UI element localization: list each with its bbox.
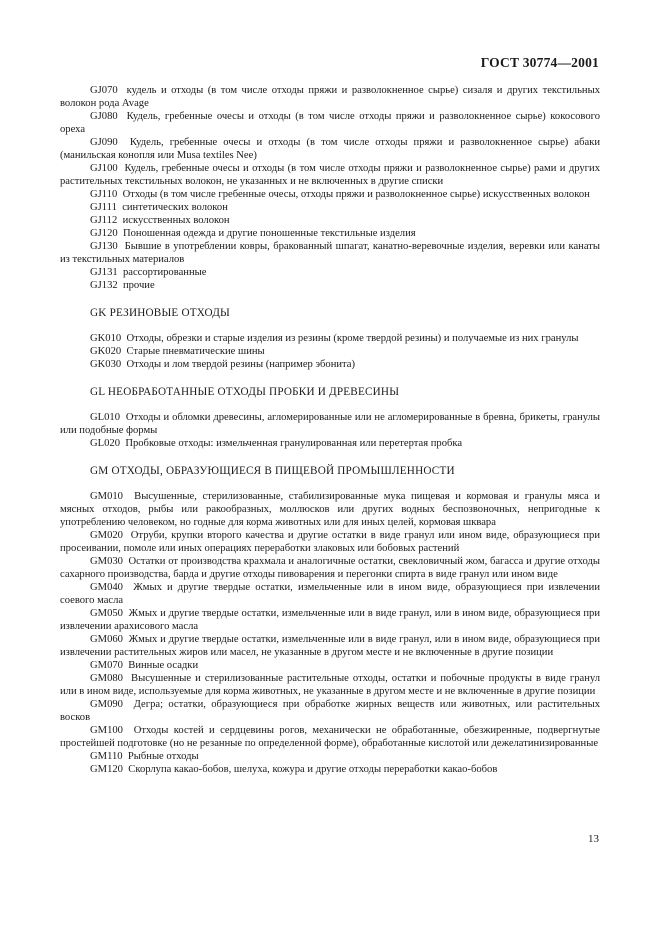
entry-text: Дегра; остатки, образующиеся при обработке жирных веществ или животных, или растительных восков [60, 699, 601, 723]
classification-entry [60, 672, 600, 698]
entry-code: GK030 [90, 359, 122, 370]
classification-entry [60, 659, 600, 672]
entry-code: GM010 [90, 491, 123, 502]
section-heading [90, 307, 600, 320]
entry-text: Отруби, крупки второго качества и другие остатки в виде гранул или ином виде, образующиеся при просеивании, помоле или иных операциях переработки злаковых или бобовых растений [60, 530, 600, 554]
classification-entry [60, 279, 600, 292]
entry-code: GM040 [90, 582, 123, 593]
section-title: НЕОБРАБОТАННЫЕ ОТХОДЫ ПРОБКИ И ДРЕВЕСИНЫ [107, 386, 400, 398]
classification-entry [60, 136, 600, 162]
entry-text: Кудель, гребенные очесы и отходы (в том числе отходы пряжи и разволокненное сырье) кокосового ореха [60, 111, 600, 135]
entry-text: Отходы и лом твердой резины (например эбонита) [126, 359, 356, 370]
entry-text: Рыбные отходы [127, 751, 199, 762]
entry-code: GM100 [90, 725, 123, 736]
entry-code: GJ112 [90, 215, 118, 226]
entry-code: GL020 [90, 438, 121, 449]
entry-code: GJ080 [90, 111, 118, 122]
classification-entry [60, 201, 600, 214]
section-code: GK [90, 307, 107, 319]
entry-code: GM070 [90, 660, 123, 671]
entry-text: Отходы костей и сердцевины рогов, механически не обработанные, обезжиренные, подвергнутые простейшей подготовке (но не резанные по определенной форме), обработанные кислотой или дежелатинизированные [60, 725, 600, 749]
entry-text: Пробковые отходы: измельченная гранулированная или перетертая пробка [125, 438, 463, 449]
entry-text: Высушенные, стерилизованные, стабилизированные мука пищевая и кормовая и гранулы мяса и мясных отходов, рыбы или ракообразных, моллюсков или других водных беспозвоночных, непригодные к употреблению человеком, но годные для корма животных или для иных целей, кормовая шквара [60, 491, 601, 528]
classification-entry [60, 84, 600, 110]
classification-entry [60, 345, 600, 358]
classification-entry [60, 437, 600, 450]
classification-entry [60, 763, 600, 776]
section-title: ОТХОДЫ, ОБРАЗУЮЩИЕСЯ В ПИЩЕВОЙ ПРОМЫШЛЕННОСТИ [111, 465, 455, 477]
classification-entry [60, 162, 600, 188]
entry-text: Кудель, гребенные очесы и отходы (в том числе отходы пряжи и разволокненное сырье) рами и других растительных текстильных волокон, не указанных и не включенных в другие списки [60, 163, 600, 187]
entry-code: GJ130 [90, 241, 118, 252]
entry-code: GK020 [90, 346, 122, 357]
entry-code: GJ111 [90, 202, 117, 213]
section-title: РЕЗИНОВЫЕ ОТХОДЫ [109, 307, 230, 319]
entry-text: синтетических волокон [122, 202, 228, 213]
classification-entry [60, 607, 600, 633]
entry-code: GM110 [90, 751, 123, 762]
classification-entry [60, 750, 600, 763]
entry-text: Жмых и другие твердые остатки, измельченные или в виде гранул, или в ином виде, образующиеся при извлечении арахисового масла [60, 608, 600, 632]
entry-code: GM020 [90, 530, 123, 541]
section-code: GM [90, 465, 109, 477]
entry-code: GJ110 [90, 189, 118, 200]
section-heading [90, 386, 600, 399]
classification-entry [60, 581, 600, 607]
classification-entry [60, 633, 600, 659]
entry-code: GM080 [90, 673, 123, 684]
entry-code: GM120 [90, 764, 123, 775]
classification-entry [60, 266, 600, 279]
entry-text: Высушенные и стерилизованные растительные отходы, остатки и побочные продукты в виде гранул или в ином виде, используемые для корма животных, не указанные в другом месте и не включенные в другие позиции [60, 673, 600, 697]
entry-text: кудель и отходы (в том числе отходы пряжи и разволокненное сырье) сизаля и других текстильных волокон рода Avage [60, 85, 601, 109]
document-header-title: ГОСТ 30774—2001 [480, 55, 599, 70]
entry-text: Поношенная одежда и другие поношенные текстильные изделия [122, 228, 416, 239]
classification-entry [60, 227, 600, 240]
classification-entry [60, 110, 600, 136]
entry-code: GM090 [90, 699, 123, 710]
entry-text: Жмых и другие твердые остатки, измельченные или в ином виде, образующиеся при извлечении соевого масла [60, 582, 601, 606]
entry-code: GJ100 [90, 163, 118, 174]
entry-text: искусственных волокон [122, 215, 230, 226]
document-body [60, 84, 601, 776]
page-number: 13 [588, 833, 599, 845]
entry-code: GK010 [90, 333, 122, 344]
entry-code: GL010 [90, 412, 121, 423]
classification-entry [60, 529, 600, 555]
entry-code: GJ131 [90, 267, 118, 278]
entry-text: Бывшие в употреблении ковры, бракованный шпагат, канатно-веревочные изделия, веревки или канаты из текстильных материалов [60, 241, 600, 265]
entry-text: Винные осадки [128, 660, 199, 671]
entry-code: GM030 [90, 556, 123, 567]
classification-entry [60, 490, 600, 529]
entry-text: Кудель, гребенные очесы и отходы (в том числе отходы пряжи и разволокненное сырье) абаки (манильская конопля или Musa textiles Nee) [60, 137, 601, 161]
classification-entry [60, 214, 600, 227]
classification-entry [60, 188, 600, 201]
entry-code: GJ070 [90, 85, 118, 96]
entry-text: Жмых и другие твердые остатки, измельченные или в виде гранул, или в ином виде, образующиеся при извлечении растительных жиров или масел, не указанные в другом месте и не включенные в другие позиции [60, 634, 600, 658]
entry-text: рассортированные [122, 267, 207, 278]
classification-entry [60, 411, 600, 437]
entry-text: Отходы, обрезки и старые изделия из резины (кроме твердой резины) и получаемые из них гранулы [126, 333, 579, 344]
entry-code: GM060 [90, 634, 123, 645]
entry-code: GJ132 [90, 280, 118, 291]
entry-code: GJ090 [90, 137, 118, 148]
entry-code: GM050 [90, 608, 123, 619]
entry-text: Отходы (в том числе гребенные очесы, отходы пряжи и разволокненное сырье) искусственных волокон [122, 189, 590, 200]
entry-text: прочие [122, 280, 155, 291]
entry-text: Отходы и обломки древесины, агломерированные или не агломерированные в бревна, брикеты, гранулы или подобные формы [60, 412, 600, 436]
classification-entry [60, 332, 600, 345]
classification-entry [60, 358, 600, 371]
classification-entry [60, 240, 600, 266]
classification-entry [60, 724, 600, 750]
entry-text: Скорлупа какао-бобов, шелуха, кожура и другие отходы переработки какао-бобов [128, 764, 498, 775]
entry-code: GJ120 [90, 228, 118, 239]
entry-text: Остатки от производства крахмала и аналогичные остатки, свекловичный жом, багасса и другие отходы сахарного производства, барда и другие отходы пивоварения и перегонки спирта в виде гранул или ином виде [60, 556, 600, 580]
section-heading [90, 465, 600, 478]
classification-entry [60, 698, 600, 724]
entry-text: Старые пневматические шины [126, 346, 265, 357]
section-code: GL [90, 386, 105, 398]
classification-entry [60, 555, 600, 581]
